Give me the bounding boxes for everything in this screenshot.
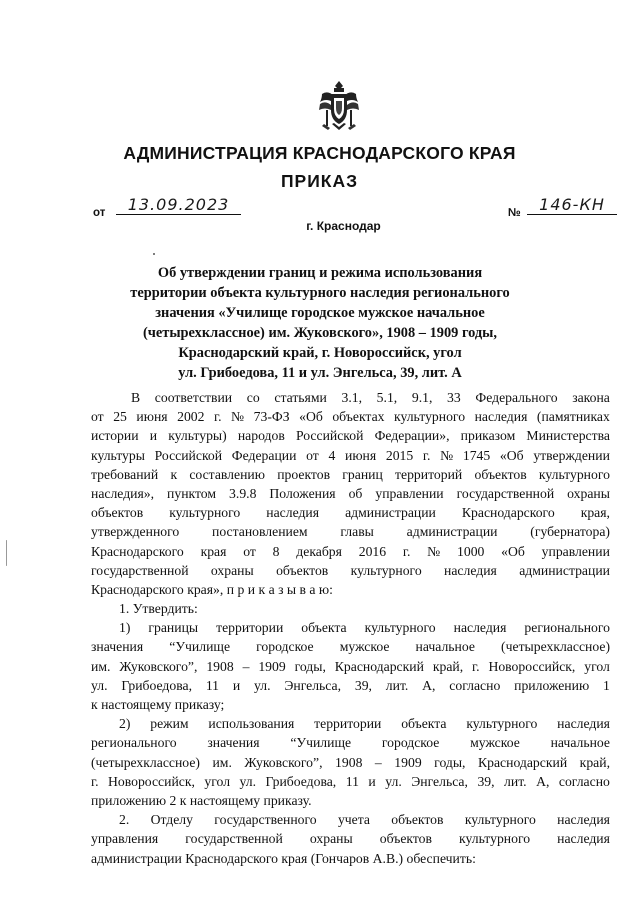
body-line <box>91 580 610 599</box>
body-line-text: 2. Отделу государственного учета объектов культурного наследия <box>119 812 610 828</box>
body-line-text: 1) границы территории объекта культурного наследия регионального <box>119 620 610 636</box>
body-line-text: наследия», пунктом 3.9.8 Положения об управлении государственной охраны <box>91 485 610 501</box>
paragraph-indent <box>91 599 119 618</box>
document-type: ПРИКАЗ <box>280 171 359 191</box>
body-line <box>91 426 610 445</box>
body-line <box>91 676 610 695</box>
body-line-text: к настоящему приказу; <box>91 697 225 712</box>
body-line <box>91 522 610 541</box>
title-line: (четырехклассное) им. Жуковского», 1908 – 1909 годы, <box>142 325 498 341</box>
body-line-text: Краснодарского края от 8 декабря 2016 г. № 1000 «Об управлении <box>91 543 610 559</box>
body-line-text: утвержденного постановлением главы администрации (губернатора) <box>91 524 610 540</box>
body-line <box>91 618 610 637</box>
body-line <box>91 503 610 522</box>
coat-of-arms-icon <box>318 80 360 132</box>
body-line-text: значения “Училище городское мужское начальное (четырехклассное) <box>91 639 610 655</box>
body-line <box>91 657 610 676</box>
body-line <box>91 446 610 465</box>
body-line <box>91 733 610 752</box>
body-line-text: г. Новороссийск, угол ул. Грибоедова, 11 и ул. Энгельса, 39, лит. А, согласно <box>91 773 610 789</box>
body-line-text: администрации Краснодарского края (Гончаров А.В.) обеспечить: <box>91 850 476 866</box>
scan-mark <box>6 540 7 566</box>
title-line: ул. Грибоедова, 11 и ул. Энгельса, 39, лит. А <box>178 365 462 381</box>
body-line-text: 1. Утвердить: <box>119 601 198 617</box>
body-line <box>91 714 610 733</box>
body-line-text: приложению 2 к настоящему приказу. <box>91 792 312 808</box>
title-line: Об утверждении границ и режима использования <box>157 265 483 281</box>
body-line <box>91 753 610 772</box>
body-line-text: 2) режим использования территории объекта культурного наследия <box>119 716 610 732</box>
number-label: № <box>508 207 521 219</box>
date-value: 13.09.2023 <box>116 196 241 215</box>
paragraph-indent <box>91 618 119 637</box>
body-line-text: от 25 июня 2002 г. № 73-ФЗ «Об объектах культурного наследия (памятниках <box>91 409 610 425</box>
body-line-text: культуры Российской Федерации от 4 июня 2015 г. № 1745 «Об утверждении <box>91 447 610 463</box>
body-line-text: регионального значения “Училище городское мужское начальное <box>91 735 610 751</box>
document-body <box>91 388 610 868</box>
body-line <box>91 791 610 810</box>
body-line-text: В соответствии со статьями 3.1, 5.1, 9.1, 33 Федерального закона <box>131 390 610 405</box>
body-line <box>91 772 610 791</box>
paragraph-indent <box>91 810 119 829</box>
body-line-text: им. Жуковского”, 1908 – 1909 годы, Краснодарский край, г. Новороссийск, угол <box>91 658 610 674</box>
title-line: Краснодарский край, г. Новороссийск, угол <box>178 345 462 361</box>
body-line-text: объектов культурного наследия администрации Краснодарского края, <box>91 505 610 521</box>
city-name: г. Краснодар <box>306 219 381 233</box>
body-line-text: управления государственной охраны объектов культурного наследия <box>91 831 610 847</box>
body-line <box>91 542 610 561</box>
paragraph-indent <box>91 714 119 733</box>
body-line-text: истории и культуры) народов Российской Федерации», приказом Министерства <box>91 428 610 444</box>
body-line <box>91 599 610 618</box>
body-line <box>91 849 610 868</box>
number-value: 146-КН <box>527 196 617 215</box>
body-line-text: ул. Грибоедова, 11 и ул. Энгельса, 39, лит. А, согласно приложению 1 <box>91 677 610 693</box>
body-line <box>91 561 610 580</box>
title-line: значения «Училище городское мужское начальное <box>155 305 485 321</box>
body-line-text: требований к составлению проектов границ территорий объектов культурного <box>91 466 610 482</box>
date-label: от <box>93 207 106 219</box>
body-line <box>91 484 610 503</box>
scan-dot <box>153 253 155 255</box>
organization-name: АДМИНИСТРАЦИЯ КРАСНОДАРСКОГО КРАЯ <box>123 143 516 163</box>
body-line-text: государственной охраны объектов культурного наследия администрации <box>91 562 610 578</box>
body-line <box>91 637 610 656</box>
title-line: территории объекта культурного наследия регионального <box>130 285 510 301</box>
body-line <box>91 388 610 407</box>
body-line-text: Краснодарского края», п р и к а з ы в а ю: <box>91 581 333 597</box>
body-line <box>91 810 610 829</box>
body-line <box>91 465 610 484</box>
document-title <box>90 263 550 383</box>
paragraph-indent <box>91 388 131 407</box>
body-line <box>91 407 610 426</box>
body-line <box>91 695 610 714</box>
body-line <box>91 829 610 848</box>
body-line-text: (четырехклассное) им. Жуковского”, 1908 – 1909 годы, Краснодарский край, <box>91 754 610 770</box>
